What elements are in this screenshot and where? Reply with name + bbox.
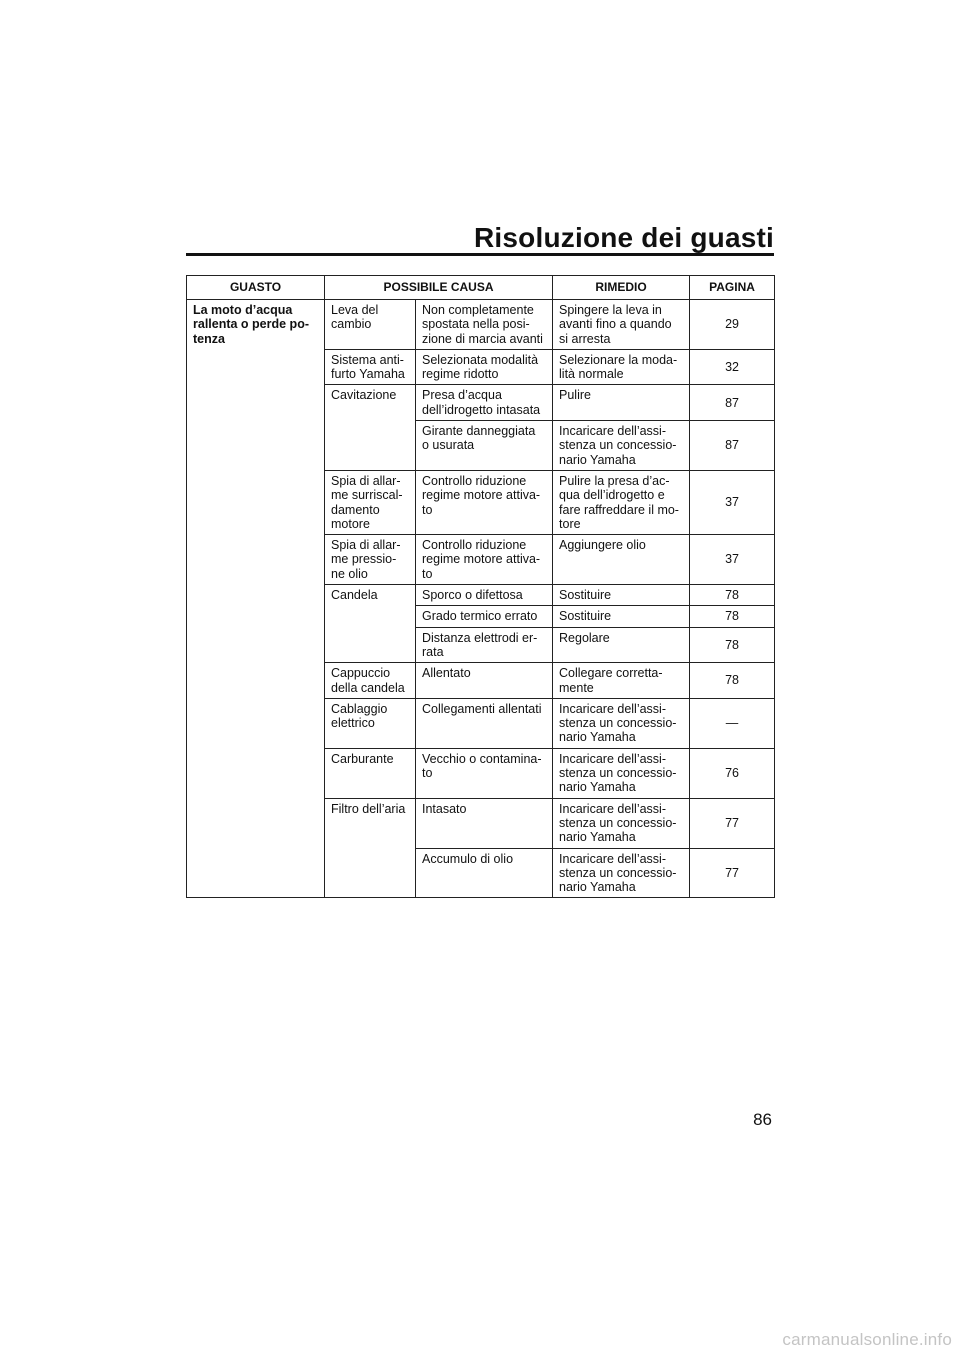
cause-cell: Carburante <box>325 748 416 798</box>
remedy-cell: Incaricare dell’assi- stenza un concessio- nario Yamaha <box>553 848 690 898</box>
page-ref-cell: 77 <box>690 798 775 848</box>
page-title: Risoluzione dei guasti <box>474 222 774 253</box>
header-pagina: PAGINA <box>690 276 775 300</box>
detail-cell: Distanza elettrodi er- rata <box>416 627 553 663</box>
page-ref-cell: 87 <box>690 385 775 421</box>
cause-cell: Cablaggio elettrico <box>325 698 416 748</box>
remedy-cell: Sostituire <box>553 585 690 606</box>
remedy-cell: Sostituire <box>553 606 690 627</box>
table-header-row <box>187 276 775 300</box>
remedy-cell: Regolare <box>553 627 690 663</box>
detail-cell: Intasato <box>416 798 553 848</box>
page-ref-cell: 87 <box>690 421 775 471</box>
remedy-cell: Spingere la leva in avanti fino a quando si arresta <box>553 300 690 350</box>
page-number: 86 <box>753 1110 772 1129</box>
remedy-cell: Incaricare dell’assi- stenza un concessio- nario Yamaha <box>553 421 690 471</box>
cause-cell: Cavitazione <box>325 385 416 470</box>
page-ref-cell: 78 <box>690 606 775 627</box>
detail-cell: Girante danneggiata o usurata <box>416 421 553 471</box>
detail-cell: Grado termico errato <box>416 606 553 627</box>
detail-cell: Sporco o difettosa <box>416 585 553 606</box>
detail-cell: Collegamenti allentati <box>416 698 553 748</box>
detail-cell: Vecchio o contamina- to <box>416 748 553 798</box>
page-ref-cell: 78 <box>690 627 775 663</box>
page-ref-cell: 37 <box>690 535 775 585</box>
detail-cell: Presa d’acqua dell’idrogetto intasata <box>416 385 553 421</box>
header-possibile-causa: POSSIBILE CAUSA <box>325 276 553 300</box>
cause-cell: Filtro dell’aria <box>325 798 416 898</box>
header-guasto: GUASTO <box>187 276 325 300</box>
remedy-cell: Pulire la presa d’ac- qua dell’idrogetto e fare raffreddare il mo- tore <box>553 470 690 534</box>
remedy-cell: Aggiungere olio <box>553 535 690 585</box>
page-ref-cell: 78 <box>690 585 775 606</box>
cause-cell: Sistema anti- furto Yamaha <box>325 349 416 385</box>
remedy-cell: Pulire <box>553 385 690 421</box>
page-ref-cell: 29 <box>690 300 775 350</box>
page-ref-cell: 32 <box>690 349 775 385</box>
title-rule <box>186 253 774 256</box>
table-row <box>187 300 775 350</box>
remedy-cell: Incaricare dell’assi- stenza un concessio- nario Yamaha <box>553 748 690 798</box>
detail-cell: Controllo riduzione regime motore attiva- to <box>416 470 553 534</box>
detail-cell: Accumulo di olio <box>416 848 553 898</box>
troubleshooting-table <box>186 275 775 898</box>
page-ref-cell: — <box>690 698 775 748</box>
cause-cell: Spia di allar- me pressio- ne olio <box>325 535 416 585</box>
page-ref-cell: 37 <box>690 470 775 534</box>
remedy-cell: Incaricare dell’assi- stenza un concessio- nario Yamaha <box>553 798 690 848</box>
cause-cell: Cappuccio della candela <box>325 663 416 699</box>
watermark: carmanualsonline.info <box>782 1330 952 1349</box>
detail-cell: Controllo riduzione regime motore attiva- to <box>416 535 553 585</box>
detail-cell: Selezionata modalità regime ridotto <box>416 349 553 385</box>
cause-cell: Spia di allar- me surriscal- damento motore <box>325 470 416 534</box>
cause-cell: Candela <box>325 585 416 663</box>
header-rimedio: RIMEDIO <box>553 276 690 300</box>
remedy-cell: Collegare corretta- mente <box>553 663 690 699</box>
guasto-cell: La moto d’acqua rallenta o perde po- tenza <box>187 300 325 898</box>
page-ref-cell: 76 <box>690 748 775 798</box>
page-ref-cell: 78 <box>690 663 775 699</box>
detail-cell: Non completamente spostata nella posi- zione di marcia avanti <box>416 300 553 350</box>
remedy-cell: Incaricare dell’assi- stenza un concessio- nario Yamaha <box>553 698 690 748</box>
page-ref-cell: 77 <box>690 848 775 898</box>
remedy-cell: Selezionare la moda- lità normale <box>553 349 690 385</box>
cause-cell: Leva del cambio <box>325 300 416 350</box>
detail-cell: Allentato <box>416 663 553 699</box>
